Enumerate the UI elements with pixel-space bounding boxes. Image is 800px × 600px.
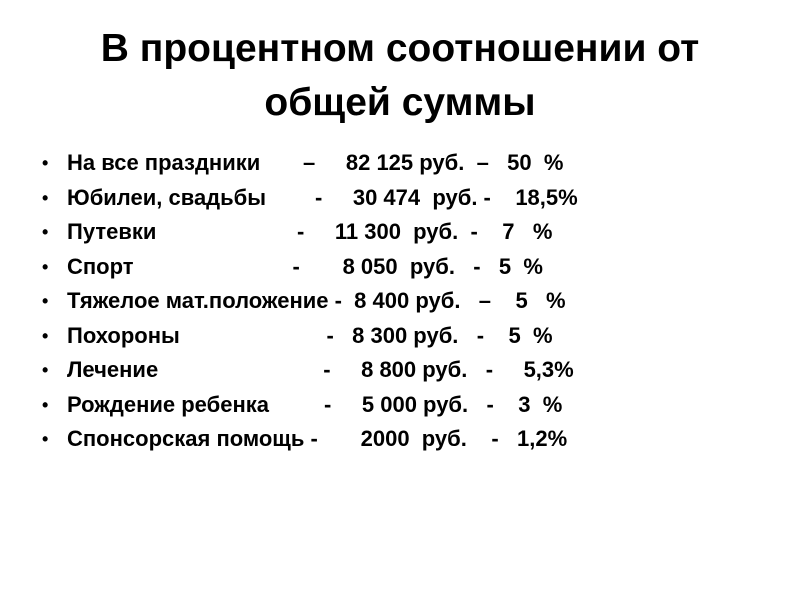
- list-item-text: Спорт - 8 050 руб. - 5 %: [67, 253, 543, 279]
- list-item: [0, 215, 800, 250]
- list-item-text: Путевки - 11 300 руб. - 7 %: [67, 219, 553, 244]
- list-item: [0, 319, 800, 354]
- list-item: [0, 353, 800, 388]
- list-item: [0, 422, 800, 457]
- bullet-icon: •: [42, 429, 49, 449]
- list-item-text: Лечение - 8 800 руб. - 5,3%: [67, 357, 574, 382]
- expense-list: [0, 146, 800, 457]
- slide-title: [0, 22, 800, 130]
- bullet-icon: •: [42, 360, 49, 380]
- list-item: [0, 181, 800, 216]
- list-item: [0, 146, 800, 181]
- list-item-text: Юбилеи, свадьбы - 30 474 руб. - 18,5%: [67, 184, 578, 210]
- bullet-icon: •: [42, 291, 49, 311]
- slide-title-line-1: В процентном соотношении от: [100, 27, 700, 70]
- slide-title-line-2: общей суммы: [264, 81, 536, 124]
- bullet-icon: •: [42, 187, 49, 208]
- bullet-icon: •: [42, 256, 49, 277]
- list-item: [0, 284, 800, 319]
- list-item: [0, 388, 800, 423]
- bullet-icon: •: [42, 394, 49, 415]
- list-item-text: Похороны - 8 300 руб. - 5 %: [67, 322, 553, 348]
- list-item: [0, 250, 800, 285]
- list-item-text: Тяжелое мат.положение - 8 400 руб. – 5 %: [67, 288, 566, 313]
- bullet-icon: •: [42, 222, 49, 242]
- list-item-text: Спонсорская помощь - 2000 руб. - 1,2%: [67, 426, 568, 451]
- list-item-text: Рождение ребенка - 5 000 руб. - 3 %: [67, 391, 563, 417]
- list-item-text: На все праздники – 82 125 руб. – 50 %: [67, 150, 564, 175]
- bullet-icon: •: [42, 325, 49, 346]
- bullet-icon: •: [42, 153, 49, 173]
